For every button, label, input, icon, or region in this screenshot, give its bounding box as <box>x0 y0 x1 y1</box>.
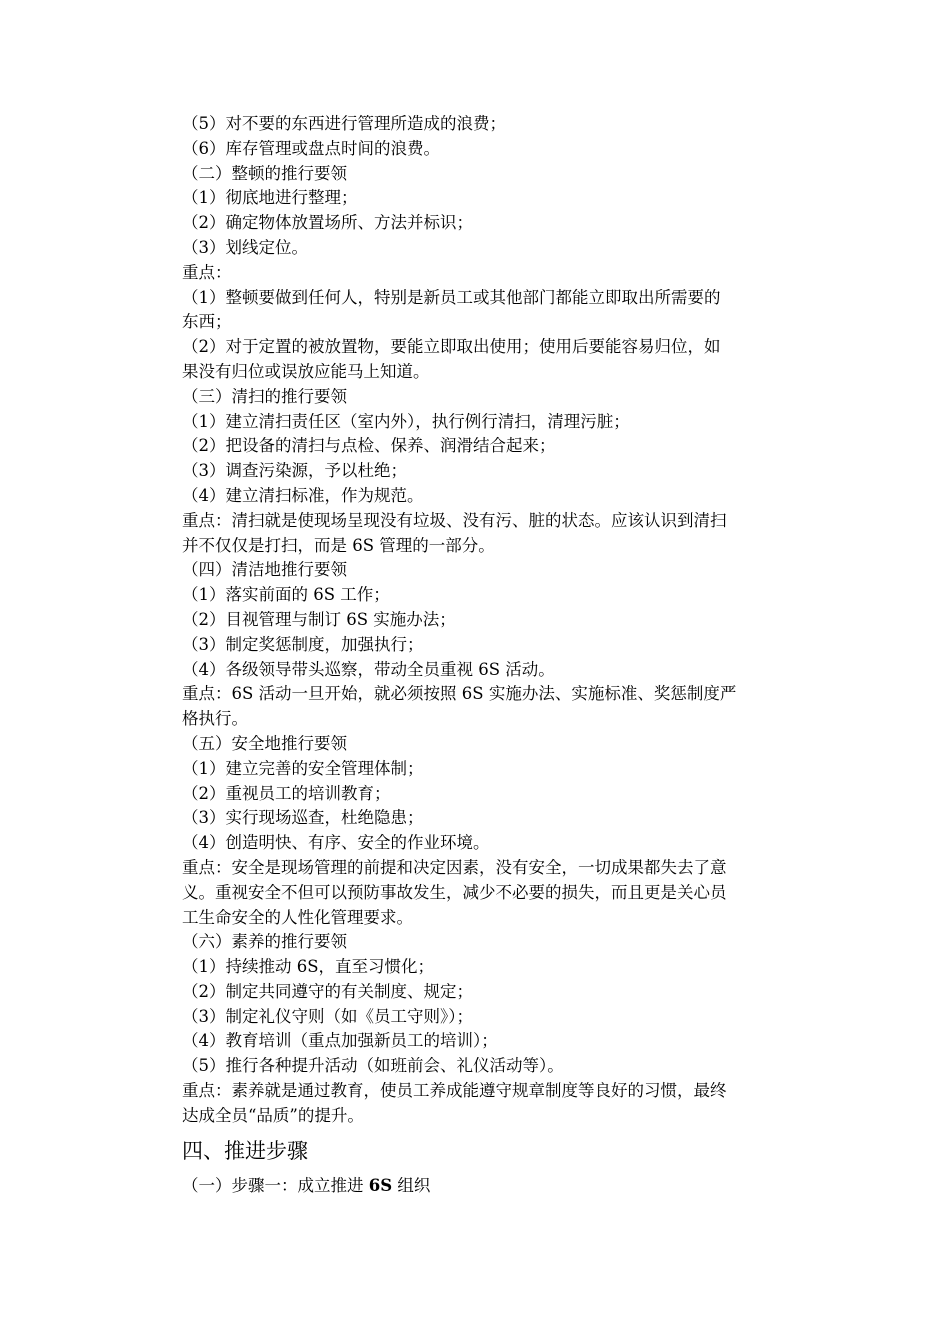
text-line: （1）建立完善的安全管理体制； <box>182 758 424 778</box>
key-point-label: 重点： <box>182 262 232 282</box>
text-line: （2）把设备的清扫与点检、保养、润滑结合起来； <box>182 436 556 456</box>
text-line: （2）制定共同遵守的有关制度、规定； <box>182 981 473 1001</box>
subsection-heading: （四）清洁地推行要领 <box>182 560 347 580</box>
document-page <box>182 112 812 1199</box>
text-line: 东西； <box>182 312 232 332</box>
body-text <box>182 112 812 1129</box>
text-line: （3）制定礼仪守则（如《员工守则》）； <box>182 1006 473 1026</box>
text-line: （2）重视员工的培训教育； <box>182 783 391 803</box>
text-line: （1）建立清扫责任区（室内外），执行例行清扫，清理污脏； <box>182 411 630 431</box>
text-line: （1）整顿要做到任何人，特别是新员工或其他部门都能立即取出所需要的 <box>182 287 721 307</box>
text-line: 格执行。 <box>182 709 248 729</box>
text-line: 重点：素养就是通过教育，使员工养成能遵守规章制度等良好的习惯，最终 <box>182 1081 727 1101</box>
subsection-heading: （五）安全地推行要领 <box>182 733 347 753</box>
text-line: （3）调查污染源，予以杜绝； <box>182 461 407 481</box>
text-line: （1）落实前面的 6S 工作； <box>182 585 390 605</box>
text-line: （5）对不要的东西进行管理所造成的浪费； <box>182 114 506 133</box>
text-line: （2）目视管理与制订 6S 实施办法； <box>182 609 456 629</box>
text-line: 重点：清扫就是使现场呈现没有垃圾、没有污、脏的状态。应该认识到清扫 <box>182 510 727 530</box>
text-line: 达成全员“品质”的提升。 <box>182 1105 364 1125</box>
section-heading: 四、推进步骤 <box>182 1138 308 1163</box>
subsection-heading: （二）整顿的推行要领 <box>182 163 347 183</box>
text-line: 果没有归位或误放应能马上知道。 <box>182 361 430 381</box>
text-line: 工生命安全的人性化管理要求。 <box>182 907 413 927</box>
text-line: （3）划线定位。 <box>182 237 308 257</box>
text-line: （2）确定物体放置场所、方法并标识； <box>182 213 473 233</box>
text-line: （4）各级领导带头巡察，带动全员重视 6S 活动。 <box>182 659 555 679</box>
text-line: （3）实行现场巡查，杜绝隐患； <box>182 808 424 828</box>
step-bold: 6S <box>368 1175 393 1195</box>
text-line: （4）建立清扫标准，作为规范。 <box>182 485 424 505</box>
text-line: 义。重视安全不但可以预防事故发生，减少不必要的损失，而且更是关心员 <box>182 882 727 902</box>
subsection-heading: （三）清扫的推行要领 <box>182 386 347 406</box>
text-line: （5）推行各种提升活动（如班前会、礼仪活动等）。 <box>182 1056 564 1076</box>
text-line: （3）制定奖惩制度，加强执行； <box>182 634 424 654</box>
subsection-heading: （六）素养的推行要领 <box>182 932 347 952</box>
text-line: （1）彻底地进行整理； <box>182 188 358 208</box>
step-prefix: （一）步骤一：成立推进 <box>182 1175 369 1195</box>
text-line: （1）持续推动 6S，直至习惯化； <box>182 957 435 977</box>
text-line: （6）库存管理或盘点时间的浪费。 <box>182 138 440 158</box>
text-line: 重点：6S 活动一旦开始，就必须按照 6S 实施办法、实施标准、奖惩制度严 <box>182 684 737 704</box>
text-line: 并不仅仅是打扫，而是 6S 管理的一部分。 <box>182 535 495 555</box>
text-line: 重点：安全是现场管理的前提和决定因素，没有安全，一切成果都失去了意 <box>182 857 727 877</box>
text-line: （4）教育培训（重点加强新员工的培训）； <box>182 1031 498 1051</box>
step-suffix: 组织 <box>392 1175 431 1195</box>
text-line: （4）创造明快、有序、安全的作业环境。 <box>182 833 490 853</box>
step-heading <box>182 1173 812 1199</box>
text-line: （2）对于定置的被放置物，要能立即取出使用；使用后要能容易归位，如 <box>182 337 721 357</box>
